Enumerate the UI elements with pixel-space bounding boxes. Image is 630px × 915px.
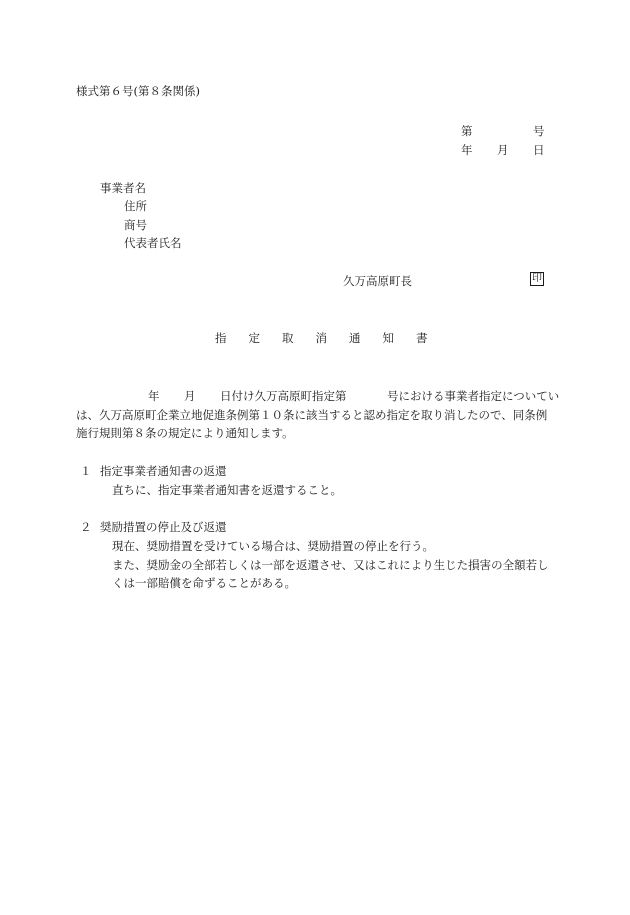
doc-date-day: 日 (533, 143, 545, 157)
body-line-3: 施行規則第８条の規定により通知します。 (76, 426, 294, 440)
doc-number-prefix: 第 (461, 124, 473, 138)
address-label: 住所 (124, 199, 147, 213)
item-2-line-2: また、奨励金の全部若しくは一部を返還させ、又はこれにより生じた損害の全額若し (112, 558, 549, 572)
item-2-line-1: 現在、奨励措置を受けている場合は、奨励措置の停止を行う。 (112, 539, 434, 553)
document-title (215, 331, 428, 345)
sender-name: 久万高原町長 (343, 274, 412, 288)
trade-name-label: 商号 (124, 218, 147, 232)
body-text-a: 日付け久万高原町指定第 (220, 389, 347, 403)
title-char: 通 (349, 331, 361, 345)
doc-number-suffix: 号 (533, 124, 545, 138)
business-name-label: 事業者名 (100, 181, 146, 195)
doc-date-month: 月 (497, 143, 509, 157)
seal-mark (530, 272, 544, 286)
form-label: 様式第６号(第８条関係) (76, 84, 200, 98)
item-1-number: １ (80, 464, 92, 478)
body-text-b: 号における事業者指定についてい (387, 389, 560, 403)
item-1-line-1: 直ちに、指定事業者通知書を返還すること。 (112, 483, 342, 497)
seal-char: 印 (532, 273, 542, 284)
item-1-heading: 指定事業者通知書の返還 (100, 464, 227, 478)
title-char: 書 (416, 331, 428, 345)
item-2-number: ２ (80, 520, 92, 534)
title-char: 取 (282, 331, 294, 345)
representative-label: 代表者氏名 (124, 236, 182, 250)
body-year-label: 年 (148, 389, 160, 403)
item-2-heading: 奨励措置の停止及び返還 (100, 520, 227, 534)
title-char: 消 (315, 331, 327, 345)
title-char: 知 (382, 331, 394, 345)
body-line-2: は、久万高原町企業立地促進条例第１０条に該当すると認め指定を取り消したので、同条例 (76, 408, 548, 422)
item-2-line-3: くは一部賠償を命ずることがある。 (112, 576, 296, 590)
doc-date-year: 年 (461, 143, 473, 157)
title-char: 指 (215, 331, 227, 345)
title-char: 定 (248, 331, 260, 345)
body-month-label: 月 (184, 389, 196, 403)
